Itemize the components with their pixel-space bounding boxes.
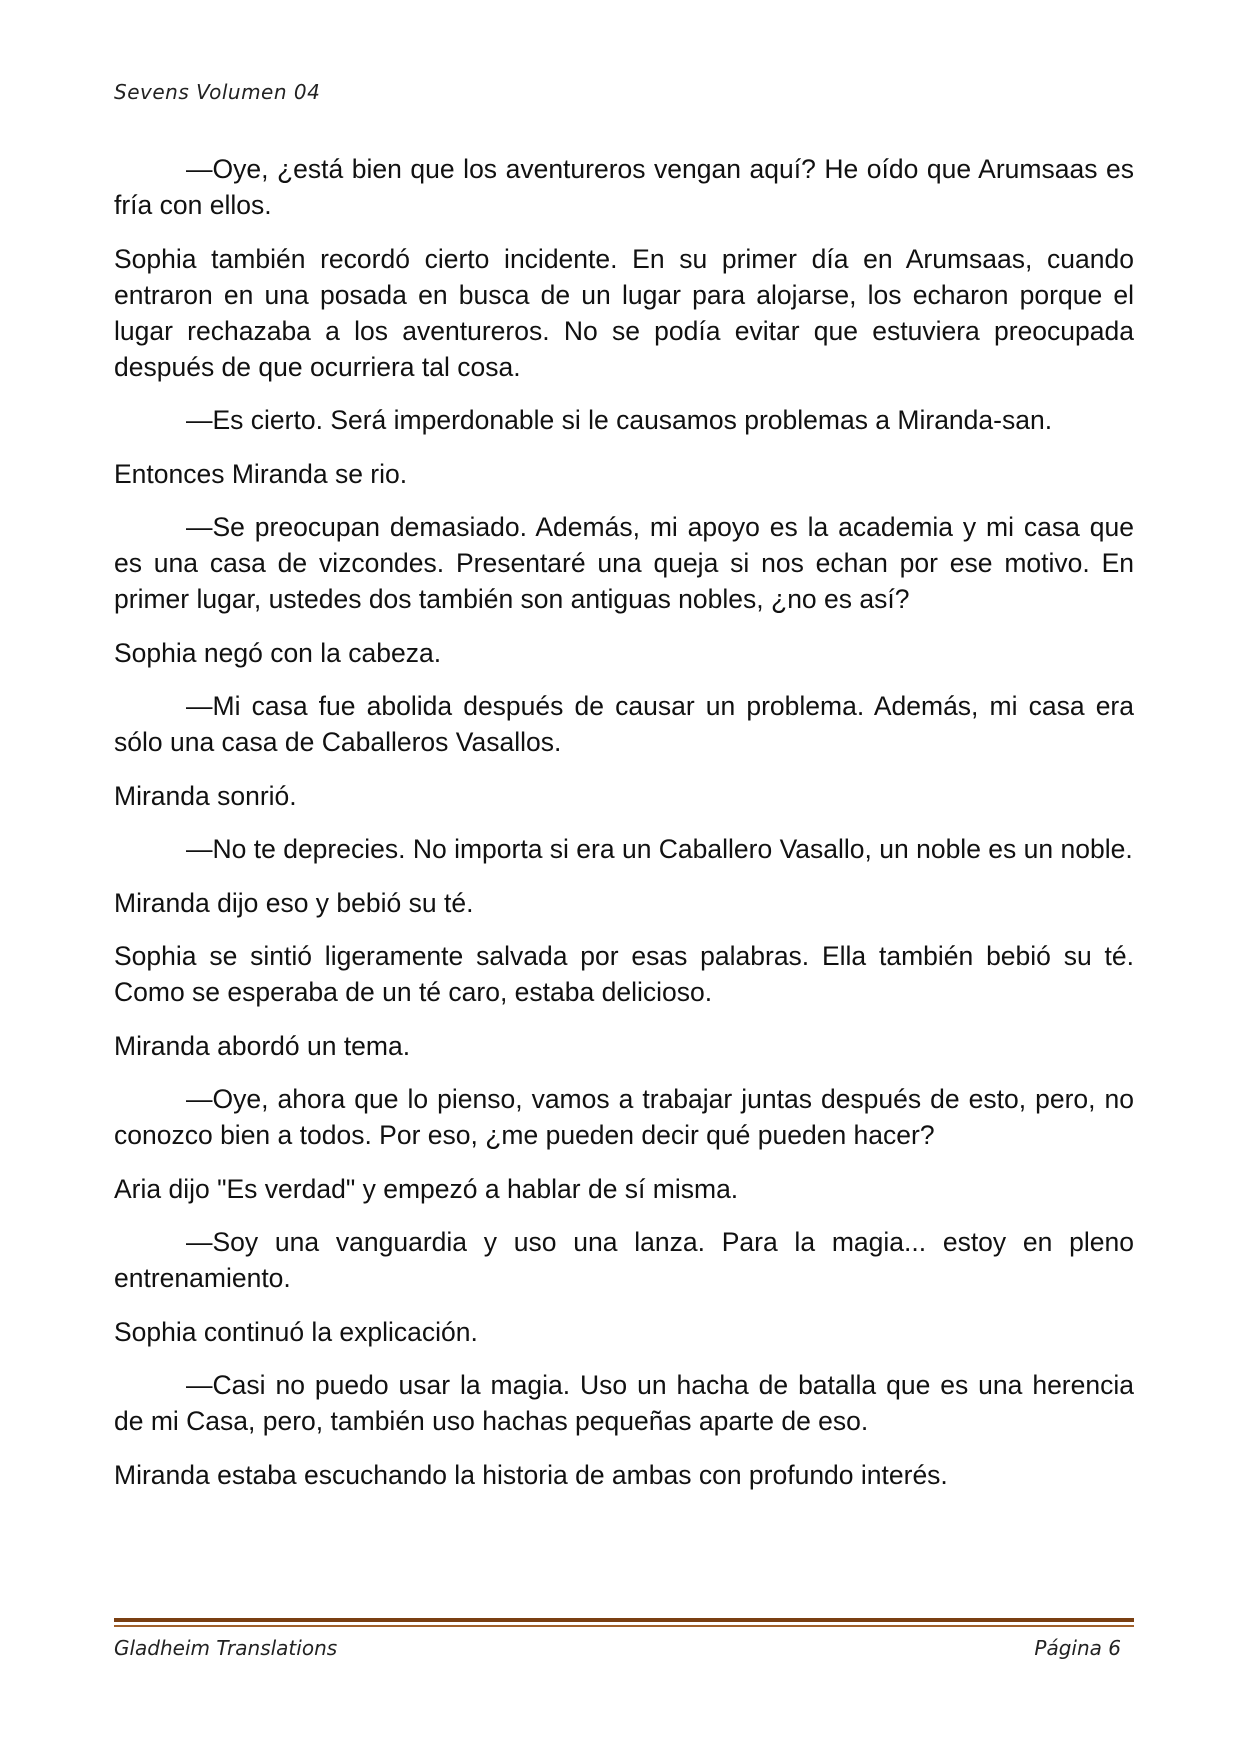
paragraph: Sophia se sintió ligeramente salvada por esas palabras. Ella también bebió su té. Como se esperaba de un té caro, estaba delicioso.	[114, 941, 1134, 1007]
paragraph: Sophia también recordó cierto incidente. En su primer día en Arumsaas, cuando entraron en una posada en busca de un lugar para alojarse, los echaron porque el lugar rechazaba a los aventureros. No se podía evitar que estuviera preocupada después de que ocurriera tal cosa.	[114, 243, 1134, 382]
paragraph: Aria dijo "Es verdad" y empezó a hablar de sí misma.	[114, 1173, 739, 1204]
footer-divider-thick	[114, 1618, 1134, 1622]
footer-translator: Gladheim Translations	[114, 1636, 338, 1660]
paragraph: Sophia negó con la cabeza.	[114, 637, 442, 668]
paragraph: Miranda abordó un tema.	[114, 1030, 411, 1061]
paragraph: Sophia continuó la explicación.	[114, 1316, 478, 1347]
paragraph-dialog: —Oye, ahora que lo pienso, vamos a trabajar juntas después de esto, pero, no conozco bien a todos. Por eso, ¿me pueden decir qué pueden hacer?	[114, 1084, 1134, 1150]
paragraph: Miranda estaba escuchando la historia de ambas con profundo interés.	[114, 1459, 948, 1490]
paragraph-dialog: —Mi casa fue abolida después de causar un problema. Además, mi casa era sólo una casa de Caballeros Vasallos.	[114, 691, 1134, 757]
paragraph: Miranda sonrió.	[114, 780, 297, 811]
page-number: Página 6	[1034, 1636, 1121, 1660]
paragraph-dialog: —Oye, ¿está bien que los aventureros vengan aquí? He oído que Arumsaas es fría con ellos.	[114, 154, 1134, 220]
running-header: Sevens Volumen 04	[114, 80, 321, 104]
paragraph-dialog: —Soy una vanguardia y uso una lanza. Para la magia... estoy en pleno entrenamiento.	[114, 1227, 1134, 1293]
paragraph-dialog: —Es cierto. Será imperdonable si le causamos problemas a Miranda-san.	[186, 405, 1053, 435]
paragraph: Miranda dijo eso y bebió su té.	[114, 887, 474, 918]
footer-divider	[114, 1618, 1134, 1627]
paragraph-dialog: —No te deprecies. No importa si era un Caballero Vasallo, un noble es un noble.	[186, 834, 1133, 864]
paragraph-dialog: —Casi no puedo usar la magia. Uso un hacha de batalla que es una herencia de mi Casa, pero, también uso hachas pequeñas aparte de eso.	[114, 1370, 1134, 1436]
paragraph-dialog: —Se preocupan demasiado. Además, mi apoyo es la academia y mi casa que es una casa de vizcondes. Presentaré una queja si nos echan por ese motivo. En primer lugar, ustedes dos también son antiguas nobles, ¿no es así?	[114, 512, 1134, 614]
body-text	[114, 151, 1134, 1510]
footer-divider-thin	[114, 1625, 1134, 1627]
paragraph: Entonces Miranda se rio.	[114, 458, 408, 489]
